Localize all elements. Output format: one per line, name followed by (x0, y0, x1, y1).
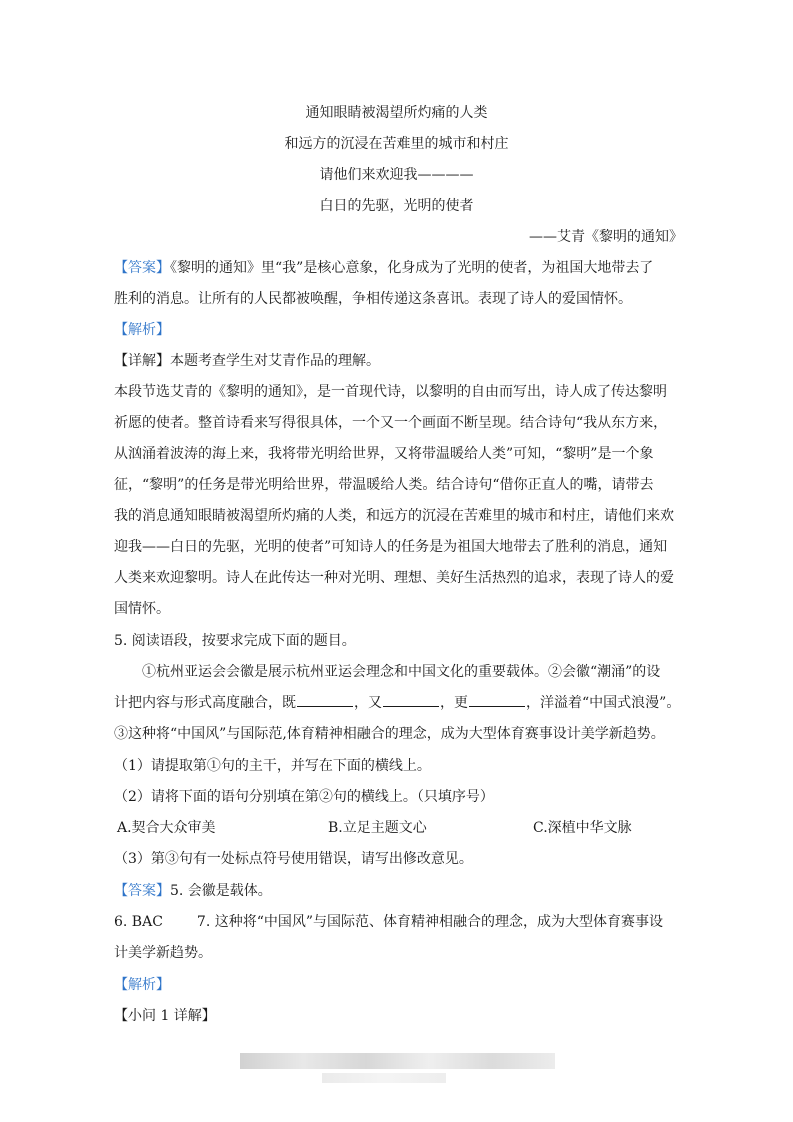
blank-2[interactable] (383, 692, 439, 707)
footer-blurred-watermark (240, 1053, 555, 1069)
sub-question-1-detail-heading: 【小问 1 详解】 (114, 1008, 216, 1024)
sub-question-3: （3）第③句有一处标点符号使用错误，请写出修改意见。 (114, 851, 473, 867)
analysis-para-line-6: 迎我——白日的先驱，光明的使者”可知诗人的任务是为祖国大地带去了胜利的消息，通知 (114, 539, 668, 555)
poem-source: ——艾青《黎明的通知》 (529, 229, 683, 245)
answer-7-line-2: 计美学新趋势。 (114, 945, 212, 961)
poem-line-1: 通知眼睛被渴望所灼痛的人类 (305, 105, 488, 121)
option-a: A.契合大众审美 (117, 820, 216, 836)
answer-1-line-1 (114, 257, 653, 279)
sub-question-2: （2）请将下面的语句分别填在第②句的横线上。（只填序号） (114, 789, 494, 805)
sentence-2-part-b: ，又 (354, 695, 382, 711)
option-b: B.立足主题文心 (328, 820, 427, 836)
option-c: C.深植中华文脉 (533, 820, 632, 836)
analysis-para-line-8: 国情怀。 (114, 601, 170, 617)
sub-question-1: （1）请提取第①句的主干，并写在下面的横线上。 (114, 758, 431, 774)
poem-line-2: 和远方的沉浸在苦难里的城市和村庄 (284, 136, 509, 152)
analysis-para-line-5: 我的消息通知眼睛被渴望所灼痛的人类，和远方的沉浸在苦难里的城市和村庄，请他们来欢 (114, 508, 674, 524)
sentence-2-part-d: ，洋溢着“中国式浪漫”。 (526, 695, 681, 711)
question-5-sentence-1: ①杭州亚运会会徽是展示杭州亚运会理念和中国文化的重要载体。②会徽“潮涌”的设 (142, 664, 661, 680)
sentence-2-part-a: 计把内容与形式高度融合，既 (114, 695, 296, 711)
analysis-para-line-3: 从汹涌着波涛的海上来，我将带光明给世界，又将带温暖给人类”可知，“黎明”是一个象 (114, 446, 654, 462)
answer-6: 6. BAC (114, 914, 163, 930)
answer-1-text-1: 《黎明的通知》里“我”是核心意象，化身成为了光明的使者，为祖国大地带去了 (170, 260, 654, 276)
analysis-tag-2: 【解析】 (114, 977, 170, 993)
answer-1-line-2: 胜利的消息。让所有的人民都被唤醒，争相传递这条喜讯。表现了诗人的爱国情怀。 (114, 291, 632, 307)
blank-1[interactable] (297, 692, 353, 707)
detail-heading: 【详解】本题考查学生对艾青作品的理解。 (114, 353, 380, 369)
question-5-title: 5. 阅读语段，按要求完成下面的题目。 (114, 633, 356, 649)
analysis-tag: 【解析】 (114, 322, 170, 338)
footer-blurred-watermark-2 (322, 1073, 446, 1083)
analysis-para-line-7: 人类来欢迎黎明。诗人在此传达一种对光明、理想、美好生活热烈的追求，表现了诗人的爱 (114, 570, 674, 586)
question-5-sentence-2 (114, 692, 680, 714)
poem-line-4: 白日的先驱，光明的使者 (319, 198, 474, 214)
analysis-para-line-4: 征，“黎明”的任务是带光明给世界，带温暖给人类。结合诗句“借你正直人的嘴，请带去 (114, 477, 654, 493)
poem-line-3: 请他们来欢迎我———— (319, 167, 474, 183)
answer-5: 5. 会徽是载体。 (170, 883, 272, 899)
answer-2-line-1 (114, 880, 272, 902)
analysis-para-line-2: 祈愿的使者。整首诗看来写得很具体，一个又一个画面不断呈现。结合诗句“我从东方来， (114, 415, 668, 431)
answer-2-line-2 (114, 911, 663, 933)
answer-7-line-1: 7. 这种将“中国风”与国际范、体育精神相融合的理念，成为大型体育赛事设 (196, 914, 664, 930)
sentence-2-part-c: ，更 (440, 695, 468, 711)
question-5-sentence-3: ③这种将“中国风”与国际范,体育精神相融合的理念，成为大型体育赛事设计美学新趋势。 (114, 726, 665, 742)
answer-tag-2: 【答案】 (114, 883, 170, 899)
blank-3[interactable] (469, 692, 525, 707)
answer-tag: 【答案】 (114, 260, 170, 276)
analysis-para-line-1: 本段节选艾青的《黎明的通知》，是一首现代诗，以黎明的自由而写出，诗人成了传达黎明 (114, 384, 667, 400)
